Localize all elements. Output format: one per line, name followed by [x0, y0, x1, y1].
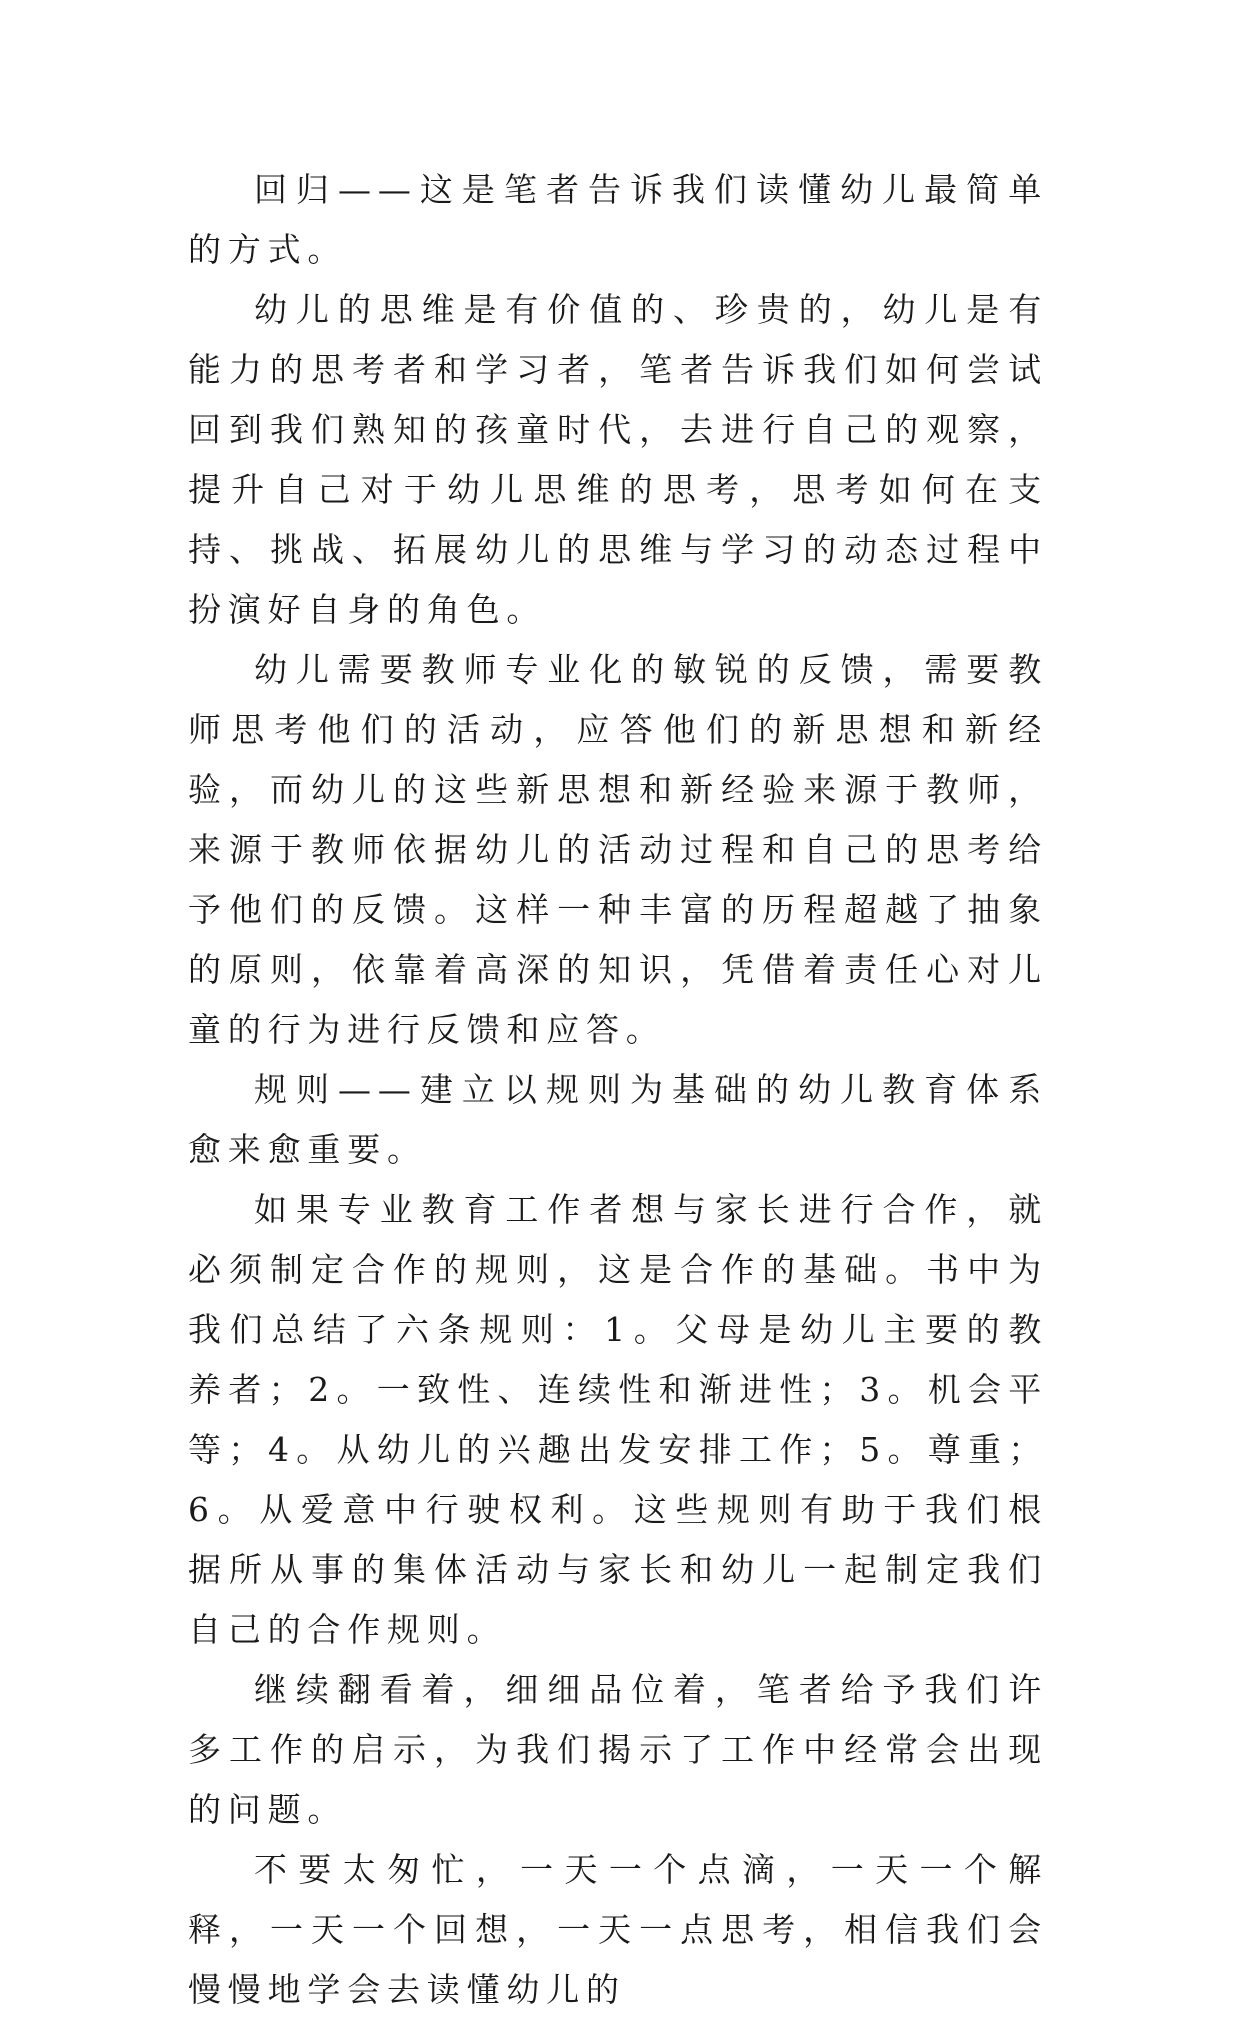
- paragraph-dont-rush: 不要太匆忙，一天一个点滴，一天一个解释，一天一个回想，一天一点思考，相信我们会慢慢地学会去读懂幼儿的: [188, 1850, 1048, 2009]
- paragraph-thinking-value: 幼儿的思维是有价值的、珍贵的，幼儿是有能力的思考者和学习者，笔者告诉我们如何尝试回到我们熟知的孩童时代，去进行自己的观察，提升自己对于幼儿思维的思考，思考如何在支持、挑战、拓展幼儿的思维与学习的动态过程中扮演好自身的角色。: [188, 290, 1048, 629]
- body-text: [188, 160, 1048, 2020]
- paragraph-teacher-feedback: 幼儿需要教师专业化的敏锐的反馈，需要教师思考他们的活动，应答他们的新思想和新经验，而幼儿的这些新思想和新经验来源于教师，来源于教师依据幼儿的活动过程和自己的思考给予他们的反馈。这样一种丰富的历程超越了抽象的原则，依靠着高深的知识，凭借着责任心对儿童的行为进行反馈和应答。: [188, 650, 1048, 1049]
- paragraph-continue-reading: 继续翻看着，细细品位着，笔者给予我们许多工作的启示，为我们揭示了工作中经常会出现的问题。: [188, 1670, 1048, 1829]
- paragraph-huigui: 回归——这是笔者告诉我们读懂幼儿最简单的方式。: [188, 170, 1048, 269]
- paragraph-six-rules: 如果专业教育工作者想与家长进行合作，就必须制定合作的规则，这是合作的基础。书中为我们总结了六条规则：1。父母是幼儿主要的教养者；2。一致性、连续性和渐进性；3。机会平等；4。从幼儿的兴趣出发安排工作；5。尊重；6。从爱意中行驶权利。这些规则有助于我们根据所从事的集体活动与家长和幼儿一起制定我们自己的合作规则。: [188, 1190, 1048, 1649]
- paragraph-rules-heading: 规则——建立以规则为基础的幼儿教育体系愈来愈重要。: [188, 1070, 1048, 1169]
